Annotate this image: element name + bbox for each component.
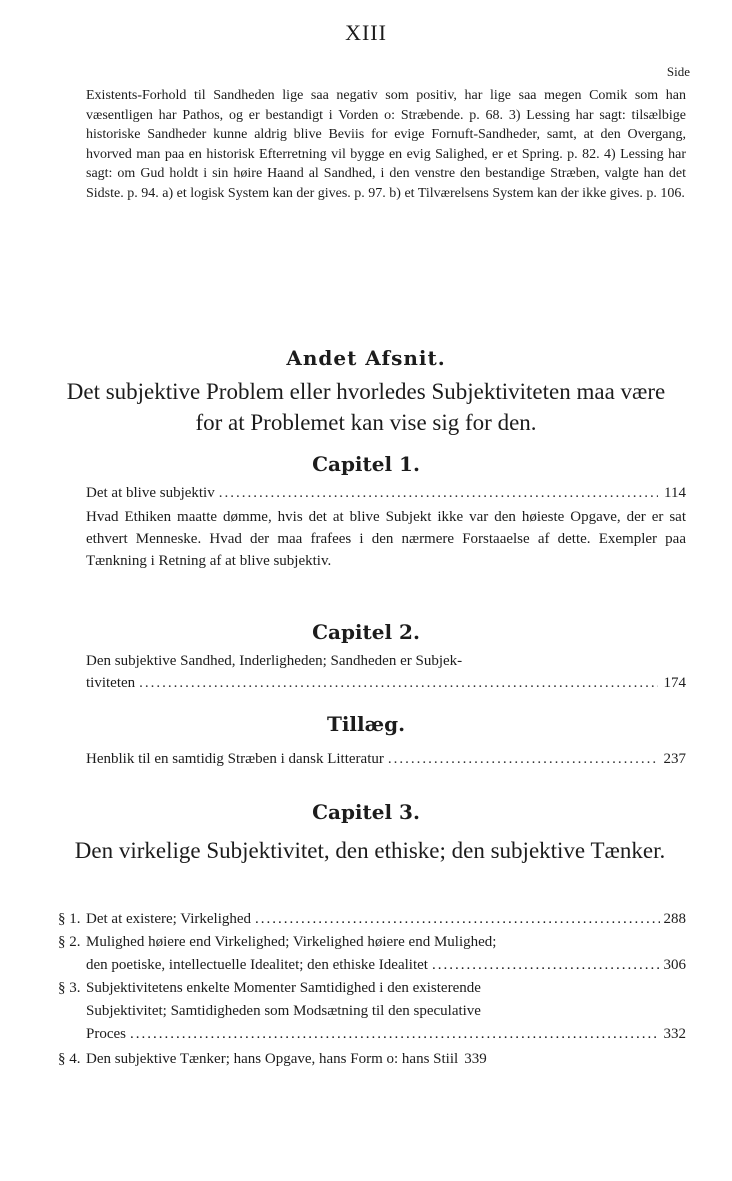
section-text: den poetiske, intellectuelle Idealitet; den ethiske Idealitet: [86, 957, 428, 973]
part-heading: Andet Afsnit.: [286, 346, 446, 370]
toc-entry-text: Henblik til en samtidig Stræben i dansk Litteratur: [86, 751, 384, 767]
footnote-continuation: [86, 86, 686, 204]
footnote-text: Existents-Forhold til Sandheden lige saa negativ som positiv, har lige saa megen Comik som han væsentligen har Pathos, og er bestandigt i Vorden o: Stræbende. p. 68. 3) Lessing har sagt: tilsælbige historiske Sandheder kunne aldrig blive Beviis for evige Fornuft-Sandheder, samt, at den Overgang, hvorved man paa en historisk Efterretning vil bygge en evig Salighed, er et Spring. p. 82. 4) Lessing har sagt: om Gud holdt i sin høire Haand al Sandhed, i den venstre den bestandige Stræben, valgte han det Sidste. p. 94. a) et logisk System kan der gives. p. 97. b) et Tilværelsens System kan der ikke gives. p. 106.: [86, 88, 686, 201]
leader-dots: [219, 482, 658, 504]
toc-section-4[interactable]: [58, 1048, 686, 1071]
chapter-2-heading: Capitel 2.: [312, 620, 420, 644]
chapter-1-heading: Capitel 1.: [312, 452, 420, 476]
leader-dots: [432, 954, 660, 977]
section-number: § 2.: [58, 934, 81, 950]
section-text: Subjektivitet; Samtidigheden som Modsætning til den speculative: [86, 1003, 481, 1019]
section-page-number: 339: [464, 1051, 487, 1067]
page-folio: XIII: [345, 20, 387, 45]
toc-entry-text: tiviteten: [86, 675, 136, 691]
section-number: § 1.: [58, 911, 81, 927]
toc-entry-chapter-2-line1: Den subjektive Sandhed, Inderligheden; Sandheden er Subjek-: [86, 653, 463, 669]
section-text: Proces: [86, 1026, 126, 1042]
section-text: Mulighed høiere end Virkelighed; Virkelighed høiere end Mulighed;: [86, 934, 497, 950]
toc-section-2[interactable]: [58, 931, 686, 977]
leader-dots: [255, 908, 659, 931]
section-text: Det at existere; Virkelighed: [86, 911, 252, 927]
toc-entry-text: Det at blive subjektiv: [86, 485, 215, 501]
chapter-3-title: Den virkelige Subjektivitet, den ethiske; den subjektive Tænker.: [74, 838, 666, 863]
toc-entry-appendix[interactable]: [86, 748, 686, 770]
toc-page-number: 174: [663, 675, 686, 691]
leader-dots: [388, 748, 658, 770]
section-page-number: 288: [663, 911, 686, 927]
part-title: Det subjektive Problem eller hvorledes Subjektiviteten maa være for at Problemet kan vise sig for den.: [66, 379, 666, 435]
section-page-number: 332: [663, 1026, 686, 1042]
section-text: Den subjektive Tænker; hans Opgave, hans Form o: hans Stiil: [86, 1051, 459, 1067]
chapter-3-heading: Capitel 3.: [312, 800, 420, 824]
toc-section-3[interactable]: [58, 977, 686, 1046]
toc-entry-chapter-1[interactable]: [86, 482, 686, 504]
section-number: § 3.: [58, 980, 81, 996]
appendix-heading: Tillæg.: [326, 712, 406, 736]
toc-page-number: 237: [663, 751, 686, 767]
section-page-number: 306: [663, 957, 686, 973]
toc-page-number: 114: [664, 485, 686, 501]
section-text: Subjektivitetens enkelte Momenter Samtidighed i den existerende: [86, 980, 481, 996]
leader-dots: [130, 1023, 660, 1046]
section-number: § 4.: [58, 1051, 81, 1067]
toc-section-1[interactable]: [58, 908, 686, 931]
leader-dots: [139, 672, 658, 694]
toc-entry-chapter-2[interactable]: [86, 672, 686, 694]
running-head-side: Side: [666, 64, 690, 79]
chapter-1-description: Hvad Ethiken maatte dømme, hvis det at blive Subjekt ikke var den høieste Opgave, der er sat ethvert Menneske. Hvad der maa frafees i den nærmere Forstaaelse af dette. Exempler paa Tænkning i Retning af at blive subjektiv.: [86, 509, 686, 569]
